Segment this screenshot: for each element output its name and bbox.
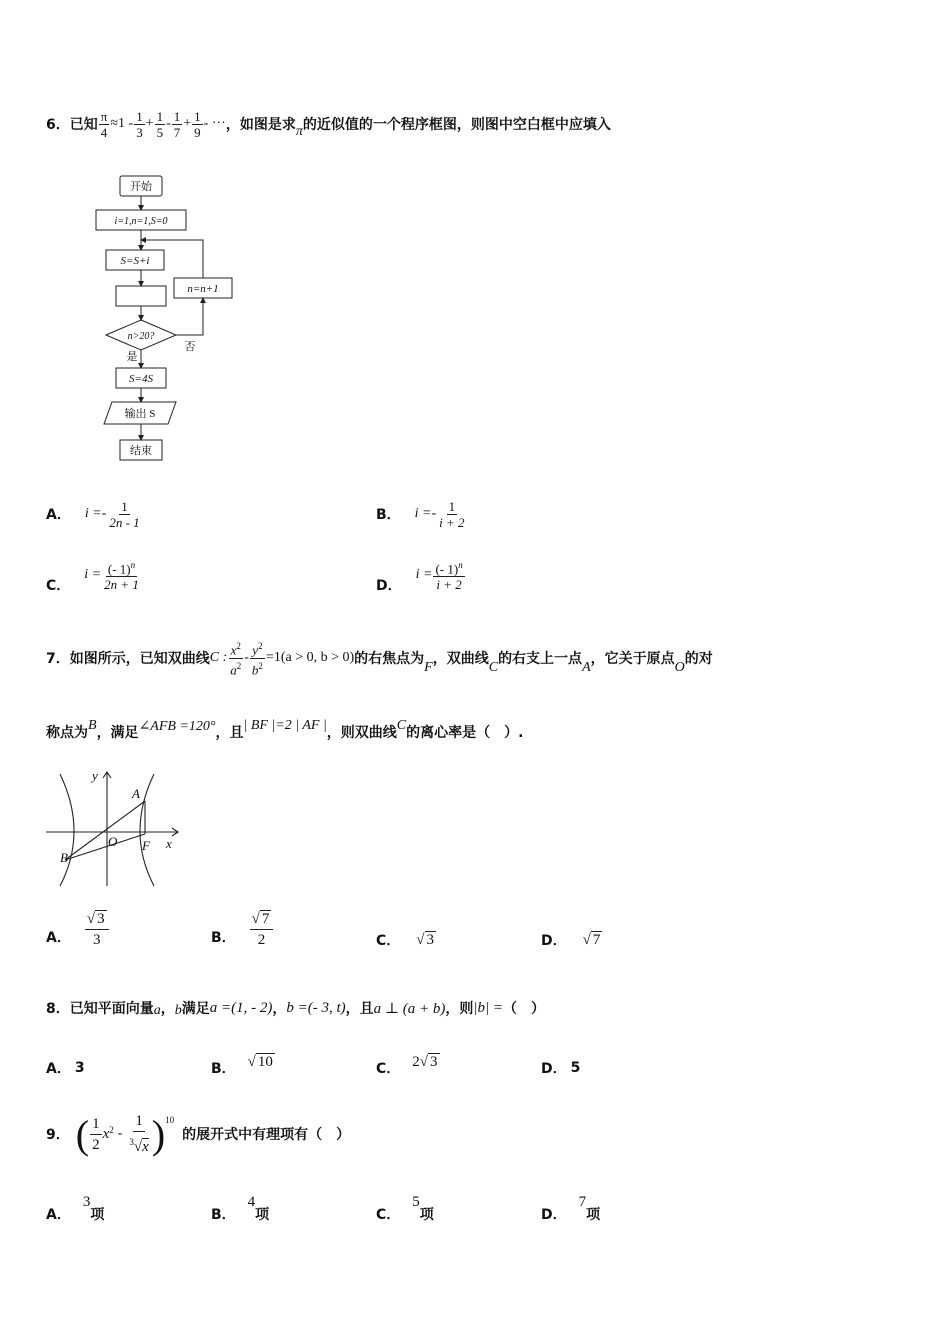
flow-mult-label: S=4S (129, 373, 153, 385)
q7-option-a[interactable]: A． $\frac{√ 3}{3}$ (46, 904, 110, 954)
q8-option-c[interactable]: C． 2√ 3 (376, 1053, 438, 1077)
q6-option-d[interactable]: D． i = $\frac{(- 1)^n}{i + 2}$ (376, 559, 463, 594)
q9-option-b[interactable]: B． 4 项 (211, 1193, 270, 1223)
flow-no-label: 否 (184, 341, 196, 353)
q8-option-a[interactable]: A． 3 (46, 1060, 85, 1077)
q7-fig-b: B (60, 850, 68, 865)
flow-start-label: 开始 (130, 181, 152, 193)
flow-end-label: 结束 (130, 445, 152, 457)
q9-option-a[interactable]: A． 3 项 (46, 1193, 105, 1223)
q7-fig-o: O (108, 834, 118, 849)
q6-pi-over-4: $\frac{\pi}{4}$ (100, 108, 108, 140)
flow-yes-label: 是 (126, 351, 138, 363)
q7-fig-x: x (166, 836, 172, 851)
flow-init-label: i=1,n=1,S=0 (114, 216, 168, 227)
q6-option-a[interactable]: A． i =- $\frac{1}{2n - 1}$ (46, 498, 140, 530)
flow-blank-box (116, 286, 166, 306)
q6-term-7: $\frac{1}{7}$ (173, 108, 181, 140)
q7-option-b[interactable]: B． $\frac{√ 7}{2}$ (211, 904, 274, 954)
q7-fig-y: y (92, 768, 98, 783)
q6-flowchart (90, 170, 250, 470)
q9-stem: 9． ( $\frac{1}{2}$ x $^2$ - $\frac{1}{^3√x}$ ) $^{10}$ 的展开式中有理项有（ ） (46, 1111, 351, 1157)
q8-option-d[interactable]: D． 5 (541, 1060, 581, 1077)
flow-cond-label: n>20? (127, 331, 155, 342)
q6-term-5: $\frac{1}{5}$ (156, 108, 164, 140)
q7-stem-line1: 7．如图所示，已知双曲线 C : $\frac{x^2}{a^2}$ - $\frac{y^2}{b^2}$ =1(a > 0, b > 0) 的右焦点为 F ，双曲线 C 的右支上一点 A ，它关于原点 O 的对 (46, 641, 713, 677)
q6-option-b[interactable]: B． i =- $\frac{1}{i + 2}$ (376, 498, 465, 530)
q6-option-c[interactable]: C． i = $\frac{(- 1)^n}{2n + 1}$ (46, 559, 139, 594)
q6-stem: 6．已知 $\frac{\pi}{4}$ ≈1 - $\frac{1}{3}$ + $\frac{1}{5}$ - $\frac{1}{7}$ + $\frac{1}{9}$ - ··· ，如图是求 π 的近似值的一个程序框图，则图中空白框中应填入 (46, 108, 611, 140)
q9-option-c[interactable]: C． 5 项 (376, 1193, 434, 1223)
flow-step-label: S=S+i (120, 255, 150, 267)
q6-term-3: $\frac{1}{3}$ (136, 108, 143, 140)
q8-stem: 8．已知平面向量 a ， b 满足 a =(1, - 2) ， b =(- 3, t) ，且 a ⊥ (a + b) ，则 |b| = （ ） (46, 999, 545, 1018)
q8-option-b[interactable]: B． √ 10 (211, 1053, 273, 1077)
q6-pi: π (295, 124, 303, 139)
flow-output-label: 输出 S (124, 408, 156, 420)
q6-mid-text: ，如图是求 (225, 117, 296, 133)
q7-option-c[interactable]: C． √ 3 (376, 931, 435, 949)
q6-term-9: $\frac{1}{9}$ (194, 108, 201, 140)
q6-approx: ≈1 - (110, 116, 134, 131)
q6-number: 6．已知 (46, 117, 98, 133)
flow-inc-label: n=n+1 (187, 283, 219, 295)
q7-hyperbola-figure (44, 766, 184, 890)
q6-end-text: 的近似值的一个程序框图，则图中空白框中应填入 (302, 117, 611, 133)
q7-option-d[interactable]: D． √ 7 (541, 931, 601, 949)
q7-fig-f: F (142, 838, 150, 853)
q7-stem-line2: 称点为 B ，满足 ∠AFB =120° ，且 | BF |=2 | AF | ，则双曲线 C 的离心率是（ ）. (46, 718, 524, 741)
q7-fig-a: A (132, 786, 140, 801)
q9-option-d[interactable]: D． 7 项 (541, 1193, 601, 1223)
